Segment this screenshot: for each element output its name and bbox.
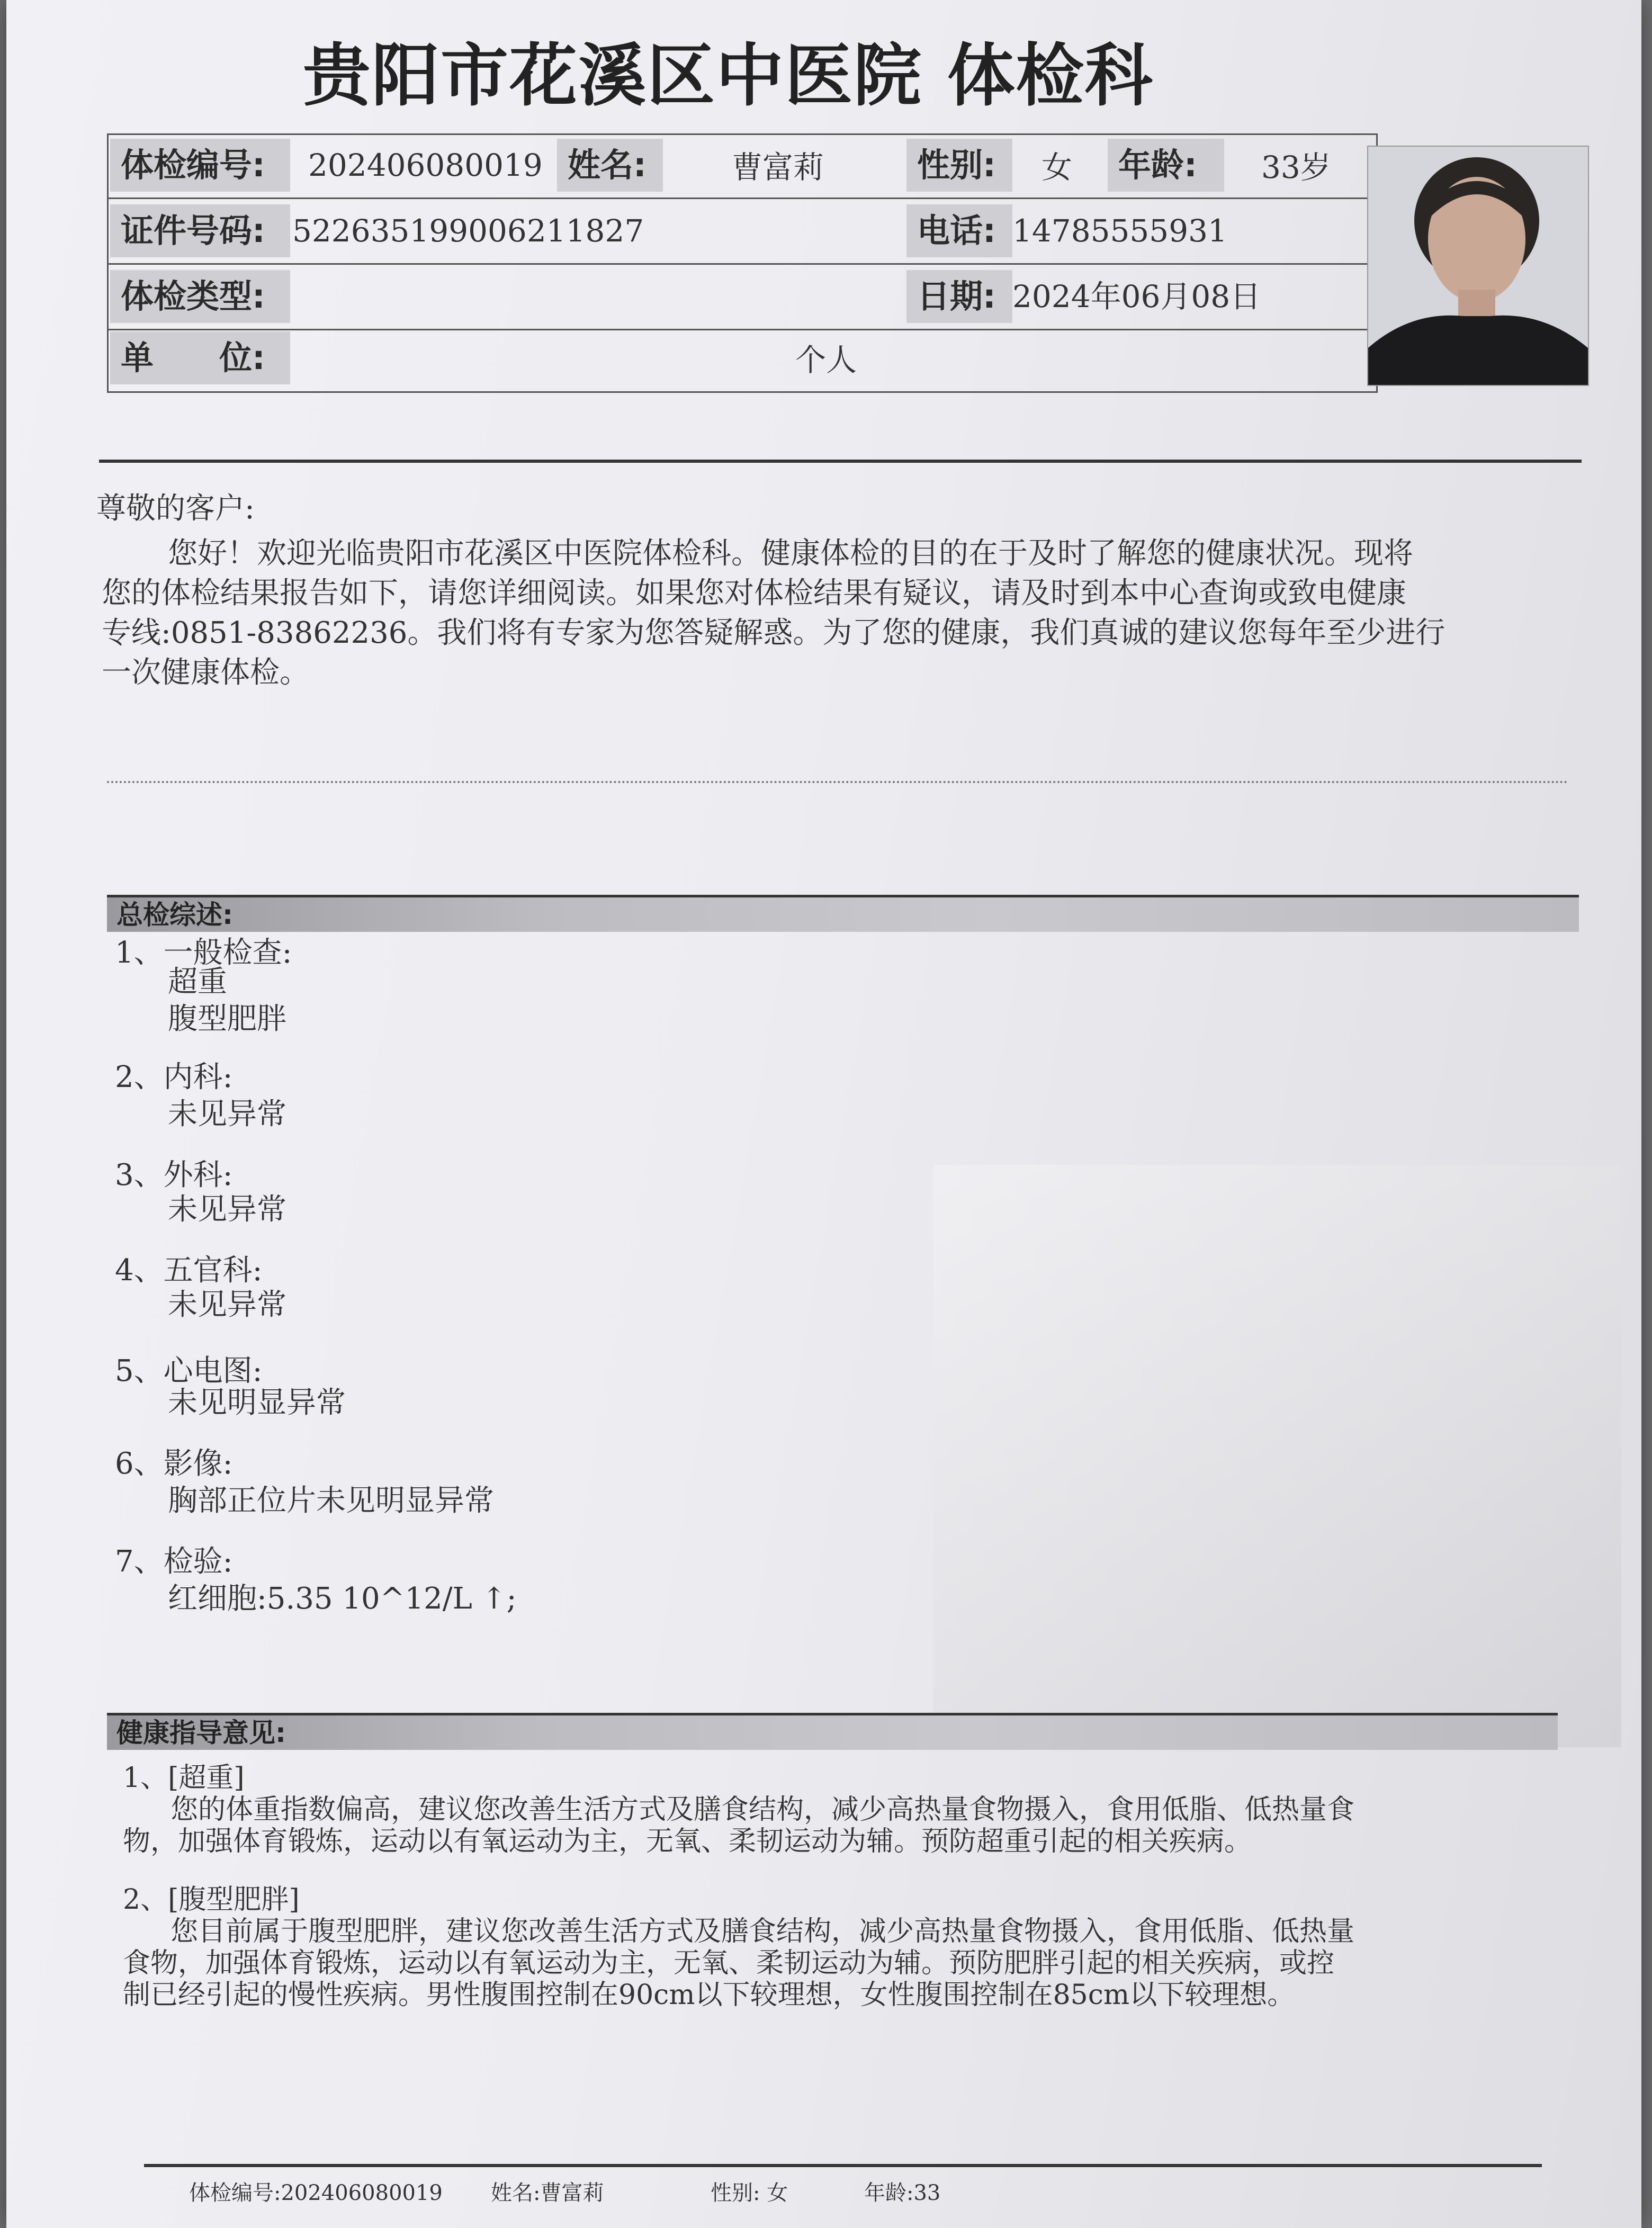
exam-type-label: 体检类型: [110, 270, 290, 323]
summary-item-heading: 3、外科: [115, 1158, 233, 1192]
gender-label: 性别: [906, 139, 1012, 192]
unit-label: 单 位: [110, 331, 290, 384]
summary-item-detail: 未见异常 [168, 1192, 286, 1227]
footer-gender: 性别: 女 [711, 2181, 788, 2205]
greeting-line: 专线:0851-83862236。我们将有专家为您答疑解惑。为了您的健康，我们真诚的建议您每年至少进行 [102, 616, 1446, 650]
salutation: 尊敬的客户: [96, 491, 255, 526]
exam-no-label: 体检编号: [110, 139, 290, 192]
greeting-line: 一次健康体检。 [102, 655, 309, 690]
summary-heading: 总检综述: [107, 895, 1579, 932]
report-sheet [6, 0, 1641, 2228]
greeting-line: 您的体检结果报告如下，请您详细阅读。如果您对体检结果有疑议，请及时到本中心查询或致电健康 [102, 576, 1406, 610]
footer-age: 年龄:33 [864, 2181, 941, 2205]
summary-item-heading: 1、一般检查: [115, 936, 292, 970]
summary-item-detail: 红细胞:5.35 10^12/L ↑; [168, 1582, 517, 1616]
phone-label: 电话: [906, 204, 1012, 257]
name-label: 姓名: [557, 139, 663, 192]
age-label: 年龄: [1108, 139, 1224, 192]
portrait-photo [1367, 146, 1589, 386]
date-value: 2024年06月08日 [1012, 278, 1261, 315]
header-rule [99, 460, 1582, 463]
summary-item-heading: 4、五官科: [115, 1253, 263, 1288]
advice-item-heading: 1、[超重] [123, 1762, 245, 1794]
summary-item-detail: 超重 [168, 965, 227, 999]
gender-value: 女 [1042, 149, 1073, 185]
advice-line: 物，加强体育锻炼，运动以有氧运动为主，无氧、柔韧运动为辅。预防超重引起的相关疾病。 [123, 1826, 1252, 1857]
summary-item-heading: 6、影像: [115, 1447, 233, 1481]
name-value: 曹富莉 [732, 149, 824, 185]
date-label: 日期: [906, 270, 1012, 323]
summary-item-heading: 2、内科: [115, 1060, 233, 1094]
summary-item-detail: 未见异常 [168, 1288, 286, 1322]
footer-rule [144, 2164, 1542, 2167]
advice-item-heading: 2、[腹型肥胖] [123, 1884, 300, 1916]
footer-exam-no: 体检编号:202406080019 [189, 2181, 443, 2205]
footer-name: 姓名:曹富莉 [491, 2181, 604, 2205]
advice-heading: 健康指导意见: [107, 1713, 1558, 1750]
advice-line: 食物，加强体育锻炼，运动以有氧运动为主，无氧、柔韧运动为辅。预防肥胖引起的相关疾病，或控 [123, 1947, 1335, 1979]
id-value: 522635199006211827 [292, 213, 644, 249]
summary-item-heading: 7、检验: [115, 1544, 233, 1579]
dotted-separator [107, 781, 1568, 783]
age-value: 33岁 [1261, 149, 1331, 185]
advice-line: 制已经引起的慢性疾病。男性腹围控制在90cm以下较理想，女性腹围控制在85cm以下较理想。 [123, 1979, 1295, 2011]
summary-item-detail: 未见明显异常 [168, 1386, 346, 1420]
exam-no-value: 202406080019 [308, 147, 543, 183]
greeting-line: 您好！欢迎光临贵阳市花溪区中医院体检科。健康体检的目的在于及时了解您的健康状况。现将 [168, 536, 1413, 571]
advice-line: 您的体重指数偏高，建议您改善生活方式及膳食结构，减少高热量食物摄入，食用低脂、低热量食 [170, 1794, 1355, 1826]
advice-line: 您目前属于腹型肥胖，建议您改善生活方式及膳食结构，减少高热量食物摄入，食用低脂、低热量 [170, 1916, 1355, 1947]
summary-item-heading: 5、心电图: [115, 1354, 263, 1388]
id-label: 证件号码: [110, 204, 290, 257]
unit-value: 个人 [795, 342, 857, 378]
phone-value: 14785555931 [1012, 213, 1227, 249]
summary-item-detail: 腹型肥胖 [168, 1002, 286, 1036]
summary-item-detail: 胸部正位片未见明显异常 [168, 1484, 494, 1518]
summary-item-detail: 未见异常 [168, 1097, 286, 1131]
paper-fold-shading [933, 1165, 1621, 1747]
report-title: 贵阳市花溪区中医院 体检科 [303, 37, 1154, 115]
